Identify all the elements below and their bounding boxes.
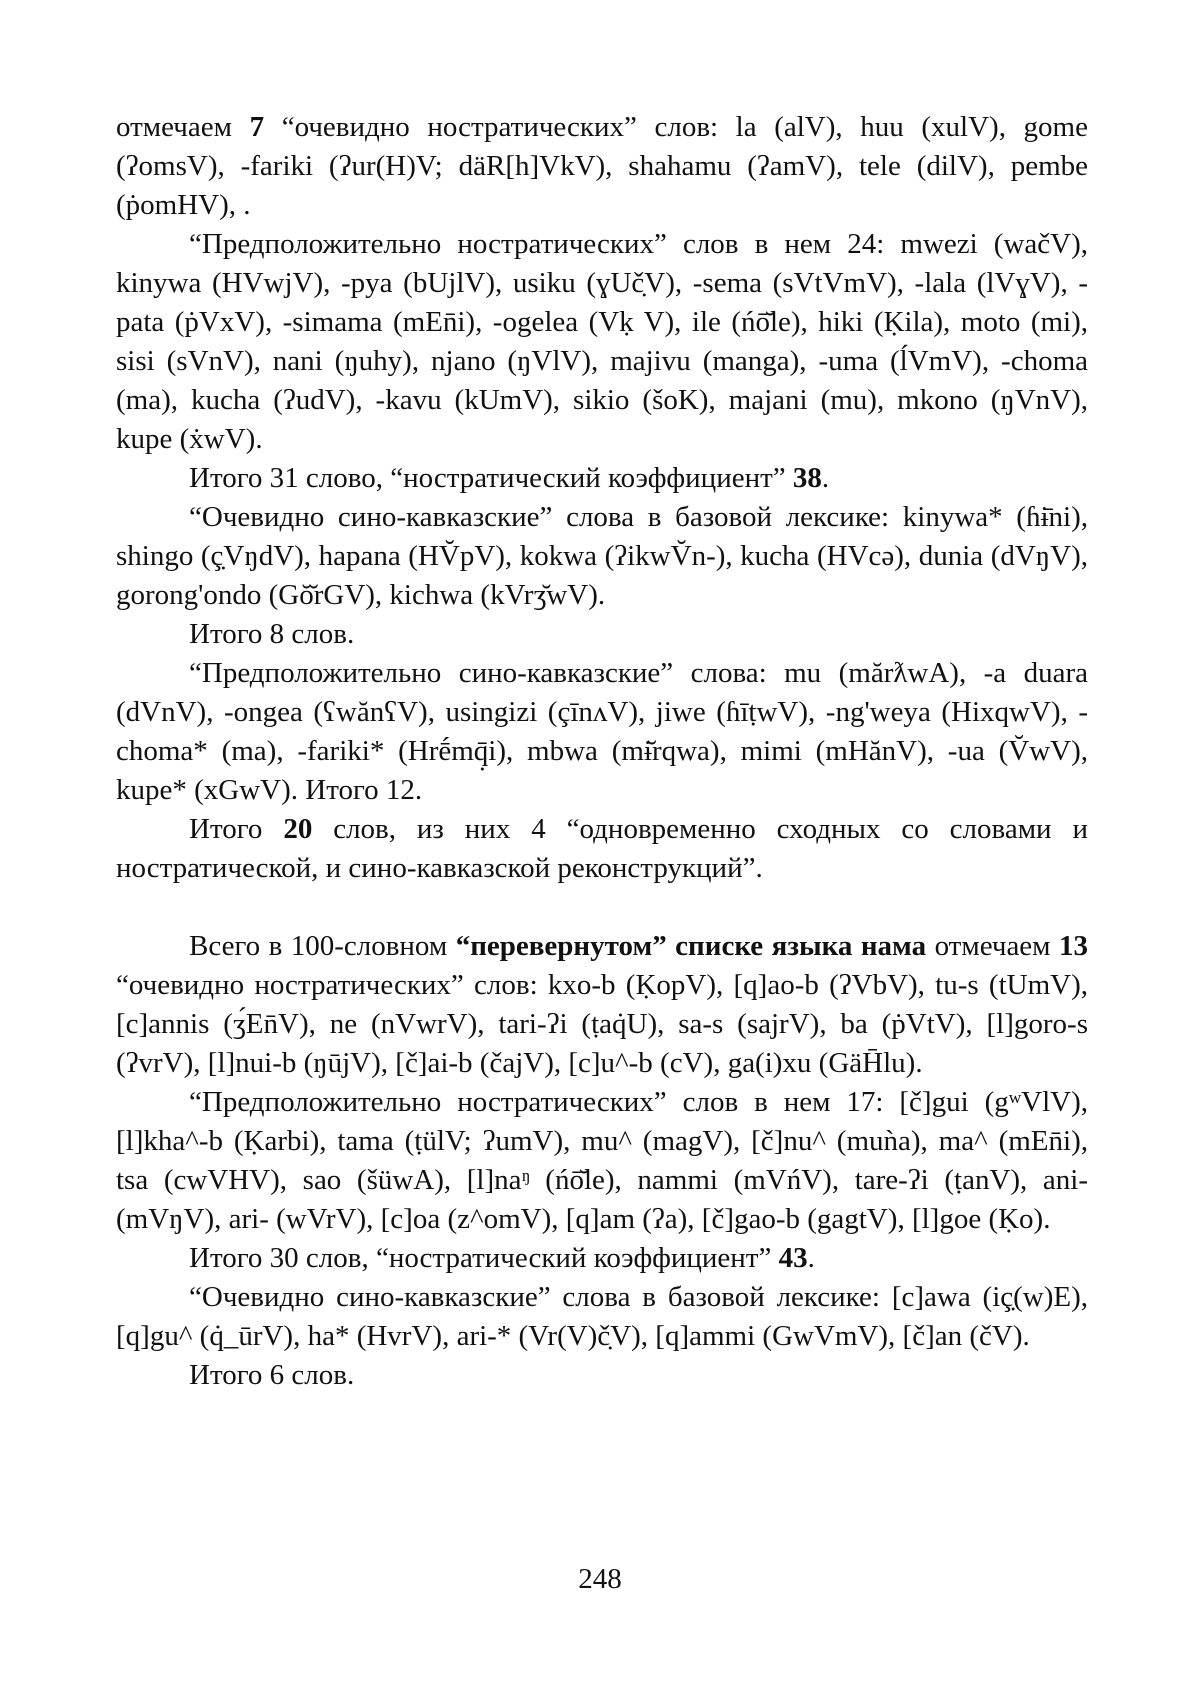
paragraph-total-sinocaucasian-obvious-1: Итого 8 слов.: [189, 618, 355, 650]
count-number: 13: [1059, 930, 1088, 962]
coefficient-number: 38: [792, 462, 822, 494]
text-run: отмечаем: [926, 930, 1059, 962]
page-body: [116, 108, 1088, 1395]
page-number: 248: [578, 1563, 622, 1595]
paragraph-nama-nostratic-obvious: [116, 927, 1088, 1083]
paragraph-nama-sinocaucasian-obvious: “Очевидно сино-кавказские” слова в базовой лексике: [c]awa (iç̣(w)E), [q]gu^ (q̇_ūrV), ha* (HvrV), ari-* (Vr(V)č̣V), [q]ammi (GwVmV), [č]an (čV).: [116, 1281, 1088, 1352]
paragraph-nostratic-probable-1: “Предположительно ностратических” слов в нем 24: mwezi (wačV), kinywa (HVwjV), -pya (bUjlV), usiku (ɣUč̣V), -sema (sVtVmV), -lala (lVɣV), -pata (ṗVxV), -simama (mEn̄i), -ogelea (Vḳ V), ile (ńō̆le), hiki (Ḳila), moto (mi), sisi (sVnV), nani (ŋuhy), njano (ŋVlV), majivu (manga), -uma (ĺVmV), -choma (ma), kucha (ʔudV), -kavu (kUmV), sikio (šoK), majani (mu), mkono (ŋVnV), kupe (ẋwV).: [116, 228, 1088, 455]
text-run: Итого 30 слов, “ностратический коэффициент”: [189, 1242, 779, 1274]
text-run: .: [821, 462, 830, 494]
paragraph-total-nostratic-1: [116, 459, 1088, 498]
text-run: Итого: [189, 813, 284, 845]
text-run: отмечаем: [116, 111, 250, 143]
section-gap: [116, 888, 1088, 927]
count-number: 7: [249, 111, 265, 143]
text-run: “очевидно ностратических” слов: la (alV), huu (xulV), gome (ʔomsV), -fariki (ʔur(H)V; däR[h]VkV), shahamu (ʔamV), tele (dilV), pembe (ṗomHV), .: [116, 111, 1088, 221]
count-number: 20: [283, 813, 313, 845]
text-run: “очевидно ностратических” слов: kxo-b (ḲopV), [q]ao-b (ʔVbV), tu-s (tUmV), [c]annis (ʒ́En̄V), ne (nVwrV), tari-ʔi (ṭaq̇U), sa-s (sajrV), ba (ṗVtV), [l]goro-s (ʔvrV), [l]nui-b (ŋūjV), [č]ai-b (čajV), [c]u^-b (cV), ga(i)xu (GäH̄lu).: [116, 969, 1088, 1079]
emphasis-title: “перевернутом” списке языка нама: [455, 930, 927, 962]
text-run: слов, из них 4 “одновременно сходных со словами и ностратической, и сино-кавказской реконструкций”.: [116, 813, 1088, 884]
paragraph-nostratic-obvious-1: [116, 108, 1088, 225]
text-run: .: [807, 1242, 815, 1274]
paragraph-sinocaucasian-probable-1: “Предположительно сино-кавказские” слова: mu (mărƛwA), -a duara (dVnV), -ongea (ʕwănʕV), usingizi (çīnʌV), jiwe (ɦīṭwV), -ng'weya (HixqwV), -choma* (ma), -fariki* (Hrḗmq̣̄i), mbwa (mɨ̆rqwa), mimi (mHănV), -ua (V̆wV), kupe* (xGwV). Итого 12.: [116, 657, 1088, 806]
paragraph-nama-total-nostratic: [116, 1239, 1088, 1278]
paragraph-total-sinocaucasian-1: [116, 810, 1088, 888]
paragraph-nama-total-sinocaucasian: Итого 6 слов.: [189, 1359, 355, 1391]
paragraph-nama-nostratic-probable: “Предположительно ностратических” слов в нем 17: [č]gui (gʷVlV), [l]kha^-b (Ḳarbi), tama (ṭülV; ʔumV), mu^ (magV), [č]nu^ (muǹa), ma^ (mEn̄i), tsa (cwVHV), sao (šüwA), [l]naᵑ (ńō̆le), nammi (mVńV), tare-ʔi (ṭanV), ani- (mVŋV), ari- (wVrV), [c]oa (z^omV), [q]am (ʔa), [č]gao-b (gagtV), [l]goe (Ḳo).: [116, 1086, 1088, 1235]
text-run: Всего в 100-словном: [189, 930, 456, 962]
text-run: Итого 31 слово, “ностратический коэффициент”: [189, 462, 793, 494]
paragraph-sinocaucasian-obvious-1: “Очевидно сино-кавказские” слова в базовой лексике: kinywa* (ɦɨ̄ni), shingo (ç̣VŋdV), hapana (HV̆pV), kokwa (ʔikwV̆n-), kucha (HVcə), dunia (dVŋV), gorong'ondo (Gŏ̆rGV), kichwa (kVrʒ̆wV).: [116, 501, 1088, 611]
coefficient-number: 43: [778, 1242, 808, 1274]
